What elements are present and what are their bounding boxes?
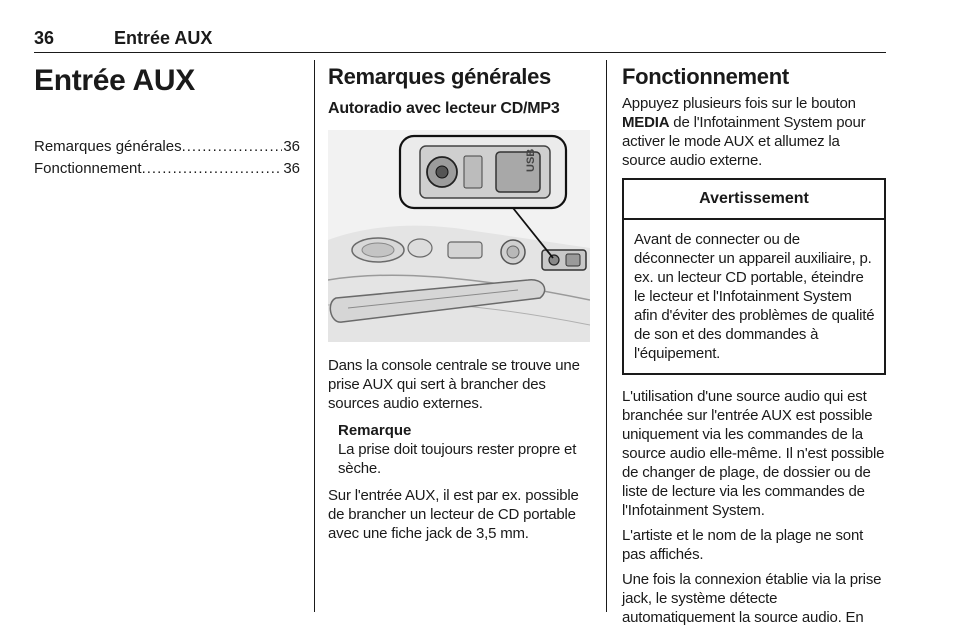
section-heading-operation: Fonctionnement (622, 64, 789, 89)
toc-leader-dots (142, 158, 283, 180)
toc-entry-page: 36 (283, 160, 300, 177)
paragraph: Dans la console centrale se trouve une prise AUX qui sert à brancher des sources audio externes. (328, 357, 580, 412)
media-keyword: MEDIA (622, 114, 670, 131)
toc-entry-page: 36 (283, 138, 300, 155)
column-general (328, 62, 590, 551)
paragraph: Sur l'entrée AUX, il est par ex. possible de brancher un lecteur de CD portable avec une fiche jack de 3,5 mm. (328, 487, 579, 542)
section-heading-general: Remarques générales (328, 64, 551, 89)
intro-text: Appuyez plusieurs fois sur le bouton (622, 95, 856, 112)
paragraph: L'artiste et le nom de la plage ne sont pas affichés. (622, 527, 864, 563)
warning-box (622, 178, 886, 375)
header-rule (34, 52, 886, 53)
note-text: La prise doit toujours rester propre et sèche. (338, 441, 577, 477)
column-divider-left (314, 60, 315, 612)
toc-entry[interactable] (34, 136, 300, 158)
column-operation (622, 62, 886, 633)
note-block (338, 421, 590, 478)
toc-entry-label: Remarques générales (34, 138, 182, 155)
page-number: 36 (34, 28, 55, 48)
warning-text: Avant de connecter ou de déconnecter un appareil auxiliaire, p. ex. un lecteur CD portable, éteindre le lecteur et l'Infotainment System afin d'éviter des problèmes de qualité de son et des dommandes à l'équipement. (634, 231, 875, 362)
toc-entry-label: Fonctionnement (34, 160, 142, 177)
chapter-title: Entrée AUX (34, 64, 195, 97)
intro-text-after: de l'Infotainment System pour activer le mode AUX et allumez la source audio externe. (622, 114, 866, 169)
paragraph: Une fois la connexion établie via la prise jack, le système détecte automatiquement la source audio. En (622, 571, 882, 626)
column-toc (34, 62, 300, 180)
aux-port-illustration (328, 130, 590, 342)
running-title: Entrée AUX (114, 28, 213, 48)
toc-leader-dots (182, 136, 283, 158)
subsection-heading: Autoradio avec lecteur CD/MP3 (328, 100, 560, 117)
page-header (34, 28, 886, 50)
note-title: Remarque (338, 422, 412, 439)
warning-title: Avertissement (624, 180, 884, 220)
toc-entry[interactable] (34, 158, 300, 180)
column-divider-right (606, 60, 607, 612)
paragraph-intro (622, 94, 886, 170)
paragraph: L'utilisation d'une source audio qui est branchée sur l'entrée AUX est possible uniquement via les commandes de la source audio elle-même. Il n'est possible de changer de plage, de dossier ou de liste de lecture via les commandes de l'Infotainment System. (622, 388, 885, 519)
usb-port-label: USB (525, 148, 537, 172)
